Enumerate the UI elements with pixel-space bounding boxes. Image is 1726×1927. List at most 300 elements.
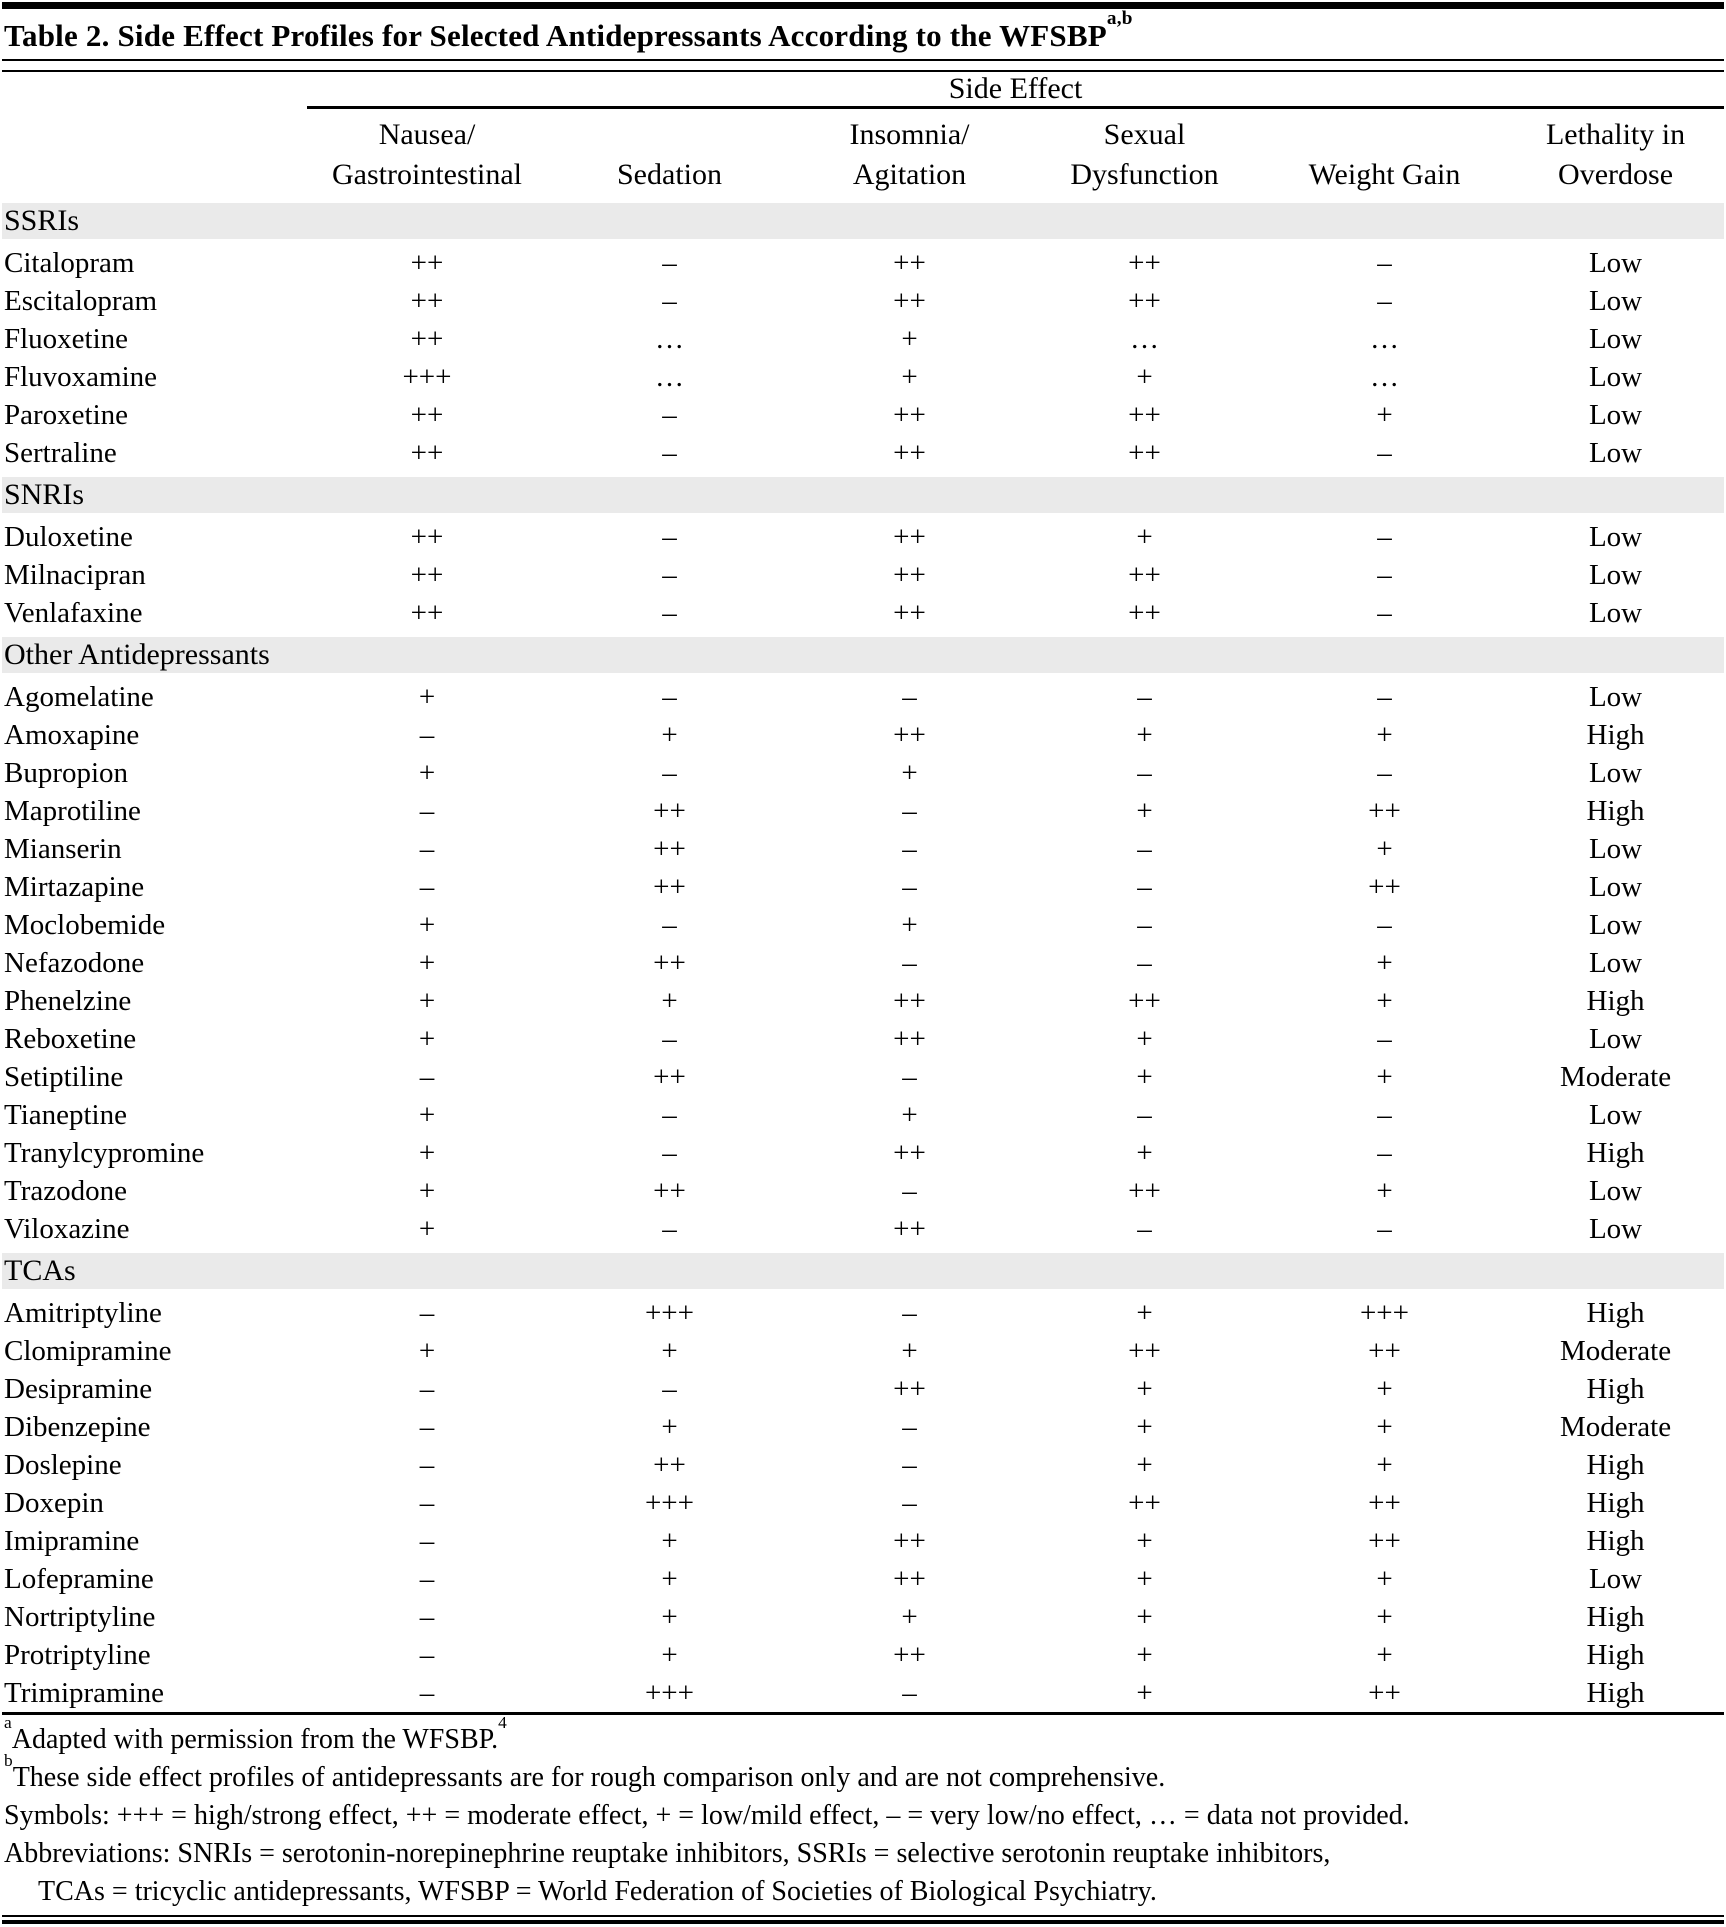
cell-insomnia-agitation: ++ bbox=[893, 984, 926, 1017]
cell-sedation: … bbox=[655, 322, 684, 355]
table-title-text: Table 2. Side Effect Profiles for Selected Antidepressants According to the WFSBP bbox=[4, 18, 1107, 53]
drug-name: Doslepine bbox=[4, 1448, 122, 1481]
cell-nausea-gastrointestinal: ++ bbox=[410, 284, 444, 317]
cell-insomnia-agitation: ++ bbox=[893, 284, 926, 317]
cell-insomnia-agitation: – bbox=[902, 832, 917, 865]
drug-name: Desipramine bbox=[4, 1372, 153, 1405]
table-row bbox=[2, 1674, 1724, 1714]
cell-nausea-gastrointestinal: – bbox=[419, 1600, 435, 1633]
cell-insomnia-agitation: ++ bbox=[893, 558, 926, 591]
drug-name: Dibenzepine bbox=[4, 1410, 151, 1443]
cell-insomnia-agitation: + bbox=[901, 756, 918, 789]
drug-name: Tranylcypromine bbox=[4, 1136, 205, 1169]
cell-lethality-in-overdose: Moderate bbox=[1559, 1410, 1672, 1443]
table-row bbox=[2, 1058, 1724, 1096]
drug-name: Lofepramine bbox=[4, 1562, 154, 1595]
cell-nausea-gastrointestinal: ++ bbox=[410, 558, 444, 591]
cell-nausea-gastrointestinal: – bbox=[419, 1372, 435, 1405]
drug-name: Trazodone bbox=[4, 1174, 127, 1207]
section-label: TCAs bbox=[2, 1251, 1724, 1292]
table-row bbox=[2, 1370, 1724, 1408]
cell-lethality-in-overdose: Low bbox=[1588, 1022, 1643, 1055]
cell-weight-gain: – bbox=[1377, 246, 1392, 279]
drug-name: Maprotiline bbox=[4, 794, 141, 827]
cell-lethality-in-overdose: High bbox=[1586, 1600, 1645, 1633]
cell-insomnia-agitation: + bbox=[901, 1600, 918, 1633]
cell-weight-gain: – bbox=[1377, 1136, 1392, 1169]
cell-sexual-dysfunction: – bbox=[1137, 1098, 1152, 1131]
cell-weight-gain: – bbox=[1377, 680, 1392, 713]
table-title bbox=[2, 9, 1724, 59]
drug-name: Escitalopram bbox=[4, 284, 158, 317]
table-row bbox=[2, 1210, 1724, 1251]
table-row bbox=[2, 434, 1724, 475]
cell-lethality-in-overdose: Low bbox=[1588, 1174, 1643, 1207]
cell-weight-gain: – bbox=[1377, 908, 1392, 941]
cell-sexual-dysfunction: – bbox=[1137, 946, 1152, 979]
cell-sedation: – bbox=[662, 398, 677, 431]
footnote-b-marker: b bbox=[4, 1751, 13, 1771]
cell-weight-gain: + bbox=[1376, 1638, 1393, 1671]
cell-insomnia-agitation: + bbox=[901, 322, 918, 355]
drug-name: Duloxetine bbox=[4, 520, 133, 553]
cell-sedation: + bbox=[661, 1524, 678, 1557]
cell-insomnia-agitation: – bbox=[902, 1486, 917, 1519]
cell-nausea-gastrointestinal: + bbox=[418, 1212, 436, 1245]
cell-sedation: – bbox=[662, 596, 677, 629]
drug-name: Fluvoxamine bbox=[4, 360, 158, 393]
cell-lethality-in-overdose: Low bbox=[1588, 756, 1643, 789]
col-header-lethality-in-overdose: Lethality in Overdose bbox=[1507, 108, 1724, 201]
cell-weight-gain: + bbox=[1376, 1448, 1393, 1481]
cell-insomnia-agitation: ++ bbox=[893, 246, 926, 279]
cell-nausea-gastrointestinal: + bbox=[418, 1098, 436, 1131]
title-divider-rule bbox=[2, 59, 1724, 72]
section-label: Other Antidepressants bbox=[2, 635, 1724, 676]
cell-weight-gain: + bbox=[1376, 1562, 1393, 1595]
cell-insomnia-agitation: ++ bbox=[893, 596, 926, 629]
cell-lethality-in-overdose: High bbox=[1586, 1676, 1645, 1709]
cell-nausea-gastrointestinal: ++ bbox=[410, 436, 444, 469]
cell-sexual-dysfunction: ++ bbox=[1128, 596, 1161, 629]
cell-weight-gain: +++ bbox=[1359, 1296, 1410, 1329]
cell-sexual-dysfunction: ++ bbox=[1128, 1174, 1161, 1207]
col-header-sedation: Sedation bbox=[547, 108, 792, 201]
drug-name: Mianserin bbox=[4, 832, 122, 865]
cell-weight-gain: – bbox=[1377, 558, 1392, 591]
table-row bbox=[2, 1020, 1724, 1058]
cell-lethality-in-overdose: Low bbox=[1588, 870, 1643, 903]
cell-sexual-dysfunction: + bbox=[1136, 1524, 1153, 1557]
cell-insomnia-agitation: – bbox=[902, 680, 917, 713]
section-label: SSRIs bbox=[2, 201, 1724, 242]
cell-nausea-gastrointestinal: ++ bbox=[410, 322, 444, 355]
cell-nausea-gastrointestinal: + bbox=[418, 908, 436, 941]
cell-sexual-dysfunction: + bbox=[1136, 1638, 1153, 1671]
drug-column-header-empty bbox=[2, 72, 307, 108]
cell-sedation: – bbox=[662, 520, 677, 553]
col-header-weight-gain: Weight Gain bbox=[1262, 108, 1507, 201]
cell-insomnia-agitation: – bbox=[902, 1448, 917, 1481]
cell-sexual-dysfunction: ++ bbox=[1128, 246, 1161, 279]
cell-lethality-in-overdose: Low bbox=[1588, 322, 1643, 355]
drug-name: Agomelatine bbox=[4, 680, 154, 713]
cell-weight-gain: – bbox=[1377, 436, 1392, 469]
cell-nausea-gastrointestinal: + bbox=[418, 1334, 436, 1367]
cell-sexual-dysfunction: – bbox=[1137, 870, 1152, 903]
cell-nausea-gastrointestinal: – bbox=[419, 870, 435, 903]
cell-lethality-in-overdose: Low bbox=[1588, 360, 1643, 393]
cell-nausea-gastrointestinal: + bbox=[418, 1174, 436, 1207]
cell-insomnia-agitation: + bbox=[901, 360, 918, 393]
cell-weight-gain: + bbox=[1376, 1060, 1393, 1093]
cell-sexual-dysfunction: ++ bbox=[1128, 1486, 1161, 1519]
drug-name: Phenelzine bbox=[4, 984, 132, 1017]
section-label: SNRIs bbox=[2, 475, 1724, 516]
cell-sedation: + bbox=[661, 1600, 678, 1633]
footnote-a-marker: a bbox=[4, 1713, 12, 1733]
cell-weight-gain: – bbox=[1377, 520, 1392, 553]
cell-nausea-gastrointestinal: + bbox=[418, 756, 436, 789]
footnote-a-reference: 4 bbox=[498, 1713, 507, 1733]
top-rule bbox=[2, 2, 1724, 9]
cell-lethality-in-overdose: Low bbox=[1588, 1212, 1643, 1245]
drug-name: Amoxapine bbox=[4, 718, 140, 751]
cell-sedation: ++ bbox=[653, 794, 686, 827]
cell-lethality-in-overdose: High bbox=[1586, 1136, 1645, 1169]
cell-sexual-dysfunction: + bbox=[1136, 1562, 1153, 1595]
footnote-b-text: These side effect profiles of antidepressants are for rough comparison only and are not comprehensive. bbox=[12, 1762, 1166, 1793]
cell-lethality-in-overdose: Low bbox=[1588, 436, 1643, 469]
table-row bbox=[2, 396, 1724, 434]
cell-lethality-in-overdose: High bbox=[1586, 1372, 1645, 1405]
cell-sedation: + bbox=[661, 1334, 678, 1367]
section-band-row bbox=[2, 635, 1724, 676]
cell-sedation: + bbox=[661, 984, 678, 1017]
cell-weight-gain: + bbox=[1376, 832, 1393, 865]
cell-sexual-dysfunction: + bbox=[1136, 1676, 1153, 1709]
table-row bbox=[2, 1134, 1724, 1172]
cell-weight-gain: ++ bbox=[1368, 794, 1401, 827]
table-header bbox=[2, 72, 1724, 201]
cell-nausea-gastrointestinal: – bbox=[419, 1060, 435, 1093]
table-row bbox=[2, 242, 1724, 283]
cell-lethality-in-overdose: Moderate bbox=[1559, 1334, 1672, 1367]
cell-sexual-dysfunction: ++ bbox=[1128, 558, 1161, 591]
cell-sedation: + bbox=[661, 718, 678, 751]
cell-weight-gain: – bbox=[1377, 1212, 1392, 1245]
table-row bbox=[2, 516, 1724, 557]
cell-sedation: ++ bbox=[653, 832, 686, 865]
drug-name: Moclobemide bbox=[4, 908, 166, 941]
col-header-nausea-gastrointestinal: Nausea/ Gastrointestinal bbox=[307, 108, 547, 201]
drug-name: Setiptiline bbox=[4, 1060, 124, 1093]
cell-insomnia-agitation: ++ bbox=[893, 1524, 926, 1557]
cell-weight-gain: + bbox=[1376, 398, 1393, 431]
drug-name: Protriptyline bbox=[4, 1638, 151, 1671]
cell-lethality-in-overdose: Low bbox=[1588, 908, 1643, 941]
cell-sedation: – bbox=[662, 284, 677, 317]
bottom-rule bbox=[2, 1915, 1724, 1924]
col-header-insomnia-agitation: Insomnia/ Agitation bbox=[792, 108, 1027, 201]
table-row bbox=[2, 792, 1724, 830]
cell-insomnia-agitation: – bbox=[902, 794, 917, 827]
cell-sexual-dysfunction: + bbox=[1136, 1136, 1153, 1169]
cell-sexual-dysfunction: + bbox=[1136, 1022, 1153, 1055]
footnote-abbreviations-line1-text: Abbreviations: SNRIs = serotonin-norepinephrine reuptake inhibitors, SSRIs = selective serotonin reuptake inhibitors, bbox=[4, 1838, 1331, 1869]
footnote-a-text: Adapted with permission from the WFSBP. bbox=[11, 1724, 499, 1755]
cell-lethality-in-overdose: Low bbox=[1588, 832, 1643, 865]
cell-sedation: – bbox=[662, 1136, 677, 1169]
cell-nausea-gastrointestinal: ++ bbox=[410, 520, 444, 553]
drug-name: Nefazodone bbox=[4, 946, 145, 979]
cell-nausea-gastrointestinal: – bbox=[419, 1638, 435, 1671]
cell-nausea-gastrointestinal: ++ bbox=[410, 596, 444, 629]
table-row bbox=[2, 1522, 1724, 1560]
cell-weight-gain: + bbox=[1376, 946, 1393, 979]
cell-sexual-dysfunction: ++ bbox=[1128, 398, 1161, 431]
cell-sedation: ++ bbox=[653, 1174, 686, 1207]
table-row bbox=[2, 1446, 1724, 1484]
cell-sexual-dysfunction: – bbox=[1137, 908, 1152, 941]
cell-sedation: – bbox=[662, 1098, 677, 1131]
cell-weight-gain: + bbox=[1376, 1372, 1393, 1405]
cell-sedation: ++ bbox=[653, 870, 686, 903]
spanner-row bbox=[2, 72, 1724, 108]
drug-name: Fluoxetine bbox=[4, 322, 129, 355]
cell-lethality-in-overdose: High bbox=[1586, 984, 1645, 1017]
footnote-abbreviations-line2 bbox=[4, 1873, 1722, 1911]
table-row bbox=[2, 982, 1724, 1020]
drug-name: Venlafaxine bbox=[4, 596, 143, 629]
cell-nausea-gastrointestinal: – bbox=[419, 832, 435, 865]
drug-name: Trimipramine bbox=[4, 1676, 165, 1709]
cell-insomnia-agitation: ++ bbox=[893, 1212, 926, 1245]
drug-name: Paroxetine bbox=[4, 398, 129, 431]
cell-sexual-dysfunction: – bbox=[1137, 832, 1152, 865]
cell-lethality-in-overdose: Low bbox=[1588, 1098, 1643, 1131]
cell-weight-gain: – bbox=[1377, 1098, 1392, 1131]
cell-sedation: + bbox=[661, 1562, 678, 1595]
cell-insomnia-agitation: – bbox=[902, 1296, 917, 1329]
cell-weight-gain: … bbox=[1370, 360, 1399, 393]
table-row bbox=[2, 944, 1724, 982]
cell-insomnia-agitation: – bbox=[902, 1676, 917, 1709]
cell-sexual-dysfunction: – bbox=[1137, 756, 1152, 789]
drug-name: Clomipramine bbox=[4, 1334, 172, 1367]
cell-sexual-dysfunction: – bbox=[1137, 680, 1152, 713]
cell-sexual-dysfunction: + bbox=[1136, 520, 1153, 553]
cell-sexual-dysfunction: – bbox=[1137, 1212, 1152, 1245]
drug-name: Imipramine bbox=[4, 1524, 140, 1557]
cell-sexual-dysfunction: + bbox=[1136, 718, 1153, 751]
cell-insomnia-agitation: – bbox=[902, 946, 917, 979]
table-row bbox=[2, 320, 1724, 358]
cell-nausea-gastrointestinal: + bbox=[418, 1022, 436, 1055]
cell-weight-gain: ++ bbox=[1368, 1334, 1401, 1367]
cell-sexual-dysfunction: + bbox=[1136, 794, 1153, 827]
section-band-row bbox=[2, 201, 1724, 242]
table-row bbox=[2, 594, 1724, 635]
cell-sedation: – bbox=[662, 1372, 677, 1405]
cell-nausea-gastrointestinal: ++ bbox=[410, 246, 444, 279]
footnote-abbreviations-line2-text: TCAs = tricyclic antidepressants, WFSBP = World Federation of Societies of Biological Psychiatry. bbox=[38, 1876, 1157, 1907]
cell-insomnia-agitation: ++ bbox=[893, 1372, 926, 1405]
cell-nausea-gastrointestinal: + bbox=[418, 680, 436, 713]
cell-lethality-in-overdose: Low bbox=[1588, 596, 1643, 629]
cell-weight-gain: + bbox=[1376, 718, 1393, 751]
cell-weight-gain: – bbox=[1377, 756, 1392, 789]
table-row bbox=[2, 282, 1724, 320]
drug-name: Mirtazapine bbox=[4, 870, 145, 903]
cell-sedation: – bbox=[662, 1212, 677, 1245]
cell-sexual-dysfunction: + bbox=[1136, 1296, 1153, 1329]
cell-insomnia-agitation: – bbox=[902, 1410, 917, 1443]
cell-weight-gain: + bbox=[1376, 1410, 1393, 1443]
drug-name: Bupropion bbox=[4, 756, 129, 789]
cell-lethality-in-overdose: Low bbox=[1588, 284, 1643, 317]
cell-sedation: – bbox=[662, 436, 677, 469]
cell-nausea-gastrointestinal: + bbox=[418, 946, 436, 979]
cell-insomnia-agitation: ++ bbox=[893, 520, 926, 553]
table-row bbox=[2, 358, 1724, 396]
cell-lethality-in-overdose: High bbox=[1586, 1638, 1645, 1671]
cell-sexual-dysfunction: + bbox=[1136, 1372, 1153, 1405]
drug-name: Reboxetine bbox=[4, 1022, 137, 1055]
cell-nausea-gastrointestinal: – bbox=[419, 1524, 435, 1557]
footnotes bbox=[2, 1715, 1724, 1911]
cell-lethality-in-overdose: Low bbox=[1588, 246, 1643, 279]
cell-sedation: – bbox=[662, 558, 677, 591]
cell-sexual-dysfunction: + bbox=[1136, 1600, 1153, 1633]
cell-insomnia-agitation: – bbox=[902, 870, 917, 903]
side-effects-table bbox=[2, 72, 1724, 1715]
cell-sedation: – bbox=[662, 246, 677, 279]
cell-lethality-in-overdose: Low bbox=[1588, 520, 1643, 553]
cell-insomnia-agitation: + bbox=[901, 908, 918, 941]
drug-name: Viloxazine bbox=[4, 1212, 130, 1245]
drug-name: Doxepin bbox=[4, 1486, 104, 1519]
cell-insomnia-agitation: ++ bbox=[893, 718, 926, 751]
cell-lethality-in-overdose: High bbox=[1586, 1448, 1645, 1481]
footnote-a bbox=[4, 1713, 1722, 1759]
section-band-row bbox=[2, 1251, 1724, 1292]
table-row bbox=[2, 1636, 1724, 1674]
cell-sexual-dysfunction: + bbox=[1136, 1060, 1153, 1093]
cell-insomnia-agitation: ++ bbox=[893, 1638, 926, 1671]
table-row bbox=[2, 906, 1724, 944]
cell-nausea-gastrointestinal: + bbox=[418, 984, 436, 1017]
cell-lethality-in-overdose: High bbox=[1586, 794, 1645, 827]
cell-insomnia-agitation: ++ bbox=[893, 1022, 926, 1055]
cell-insomnia-agitation: – bbox=[902, 1174, 917, 1207]
table-row bbox=[2, 868, 1724, 906]
cell-lethality-in-overdose: Low bbox=[1588, 680, 1643, 713]
cell-weight-gain: ++ bbox=[1368, 1676, 1401, 1709]
drug-column-header bbox=[2, 108, 307, 201]
table-row bbox=[2, 1292, 1724, 1333]
cell-lethality-in-overdose: Low bbox=[1588, 398, 1643, 431]
cell-sedation: – bbox=[662, 680, 677, 713]
cell-weight-gain: ++ bbox=[1368, 1486, 1401, 1519]
cell-sedation: +++ bbox=[644, 1486, 695, 1519]
cell-sexual-dysfunction: + bbox=[1136, 1410, 1153, 1443]
cell-weight-gain: ++ bbox=[1368, 1524, 1401, 1557]
cell-nausea-gastrointestinal: – bbox=[419, 1296, 435, 1329]
table-row bbox=[2, 754, 1724, 792]
cell-nausea-gastrointestinal: – bbox=[419, 1410, 435, 1443]
cell-nausea-gastrointestinal: – bbox=[419, 1486, 435, 1519]
footnote-symbols-text: Symbols: +++ = high/strong effect, ++ = moderate effect, + = low/mild effect, – = very low/no effect, … = data not provided. bbox=[4, 1800, 1410, 1831]
cell-nausea-gastrointestinal: – bbox=[419, 1448, 435, 1481]
cell-weight-gain: + bbox=[1376, 1174, 1393, 1207]
table-row bbox=[2, 1096, 1724, 1134]
cell-nausea-gastrointestinal: – bbox=[419, 1676, 435, 1709]
cell-weight-gain: ++ bbox=[1368, 870, 1401, 903]
cell-lethality-in-overdose: High bbox=[1586, 718, 1645, 751]
table-row bbox=[2, 1172, 1724, 1210]
drug-name: Nortriptyline bbox=[4, 1600, 156, 1633]
col-header-sexual-dysfunction: Sexual Dysfunction bbox=[1027, 108, 1262, 201]
table-row bbox=[2, 716, 1724, 754]
cell-sexual-dysfunction: ++ bbox=[1128, 1334, 1161, 1367]
cell-insomnia-agitation: + bbox=[901, 1098, 918, 1131]
cell-weight-gain: … bbox=[1370, 322, 1399, 355]
cell-sexual-dysfunction: ++ bbox=[1128, 984, 1161, 1017]
side-effect-spanner: Side Effect bbox=[307, 72, 1724, 108]
table-row bbox=[2, 1598, 1724, 1636]
drug-name: Milnacipran bbox=[4, 558, 146, 591]
cell-sedation: – bbox=[662, 908, 677, 941]
cell-sedation: + bbox=[661, 1410, 678, 1443]
cell-insomnia-agitation: + bbox=[901, 1334, 918, 1367]
cell-lethality-in-overdose: High bbox=[1586, 1524, 1645, 1557]
drug-name: Citalopram bbox=[4, 246, 135, 279]
footnote-b bbox=[4, 1751, 1722, 1797]
table-title-superscript: a,b bbox=[1106, 8, 1133, 30]
table-row bbox=[2, 556, 1724, 594]
cell-weight-gain: – bbox=[1377, 596, 1392, 629]
cell-nausea-gastrointestinal: – bbox=[419, 718, 435, 751]
cell-lethality-in-overdose: High bbox=[1586, 1486, 1645, 1519]
cell-weight-gain: + bbox=[1376, 1600, 1393, 1633]
table-row bbox=[2, 1332, 1724, 1370]
cell-lethality-in-overdose: High bbox=[1586, 1296, 1645, 1329]
table-row bbox=[2, 1408, 1724, 1446]
cell-sedation: – bbox=[662, 756, 677, 789]
cell-nausea-gastrointestinal: ++ bbox=[410, 398, 444, 431]
cell-sedation: ++ bbox=[653, 1060, 686, 1093]
cell-weight-gain: + bbox=[1376, 984, 1393, 1017]
cell-sedation: – bbox=[662, 1022, 677, 1055]
cell-sedation: +++ bbox=[644, 1296, 695, 1329]
column-header-row bbox=[2, 108, 1724, 201]
section-band-row bbox=[2, 475, 1724, 516]
footnote-abbreviations-line1 bbox=[4, 1835, 1722, 1873]
table-row bbox=[2, 830, 1724, 868]
table-row bbox=[2, 1560, 1724, 1598]
cell-lethality-in-overdose: Low bbox=[1588, 946, 1643, 979]
cell-insomnia-agitation: ++ bbox=[893, 1136, 926, 1169]
cell-insomnia-agitation: – bbox=[902, 1060, 917, 1093]
cell-sexual-dysfunction: … bbox=[1130, 322, 1159, 355]
cell-sexual-dysfunction: ++ bbox=[1128, 284, 1161, 317]
cell-sexual-dysfunction: + bbox=[1136, 360, 1153, 393]
cell-insomnia-agitation: ++ bbox=[893, 1562, 926, 1595]
drug-name: Sertraline bbox=[4, 436, 117, 469]
cell-sexual-dysfunction: + bbox=[1136, 1448, 1153, 1481]
drug-name: Amitriptyline bbox=[4, 1296, 162, 1329]
